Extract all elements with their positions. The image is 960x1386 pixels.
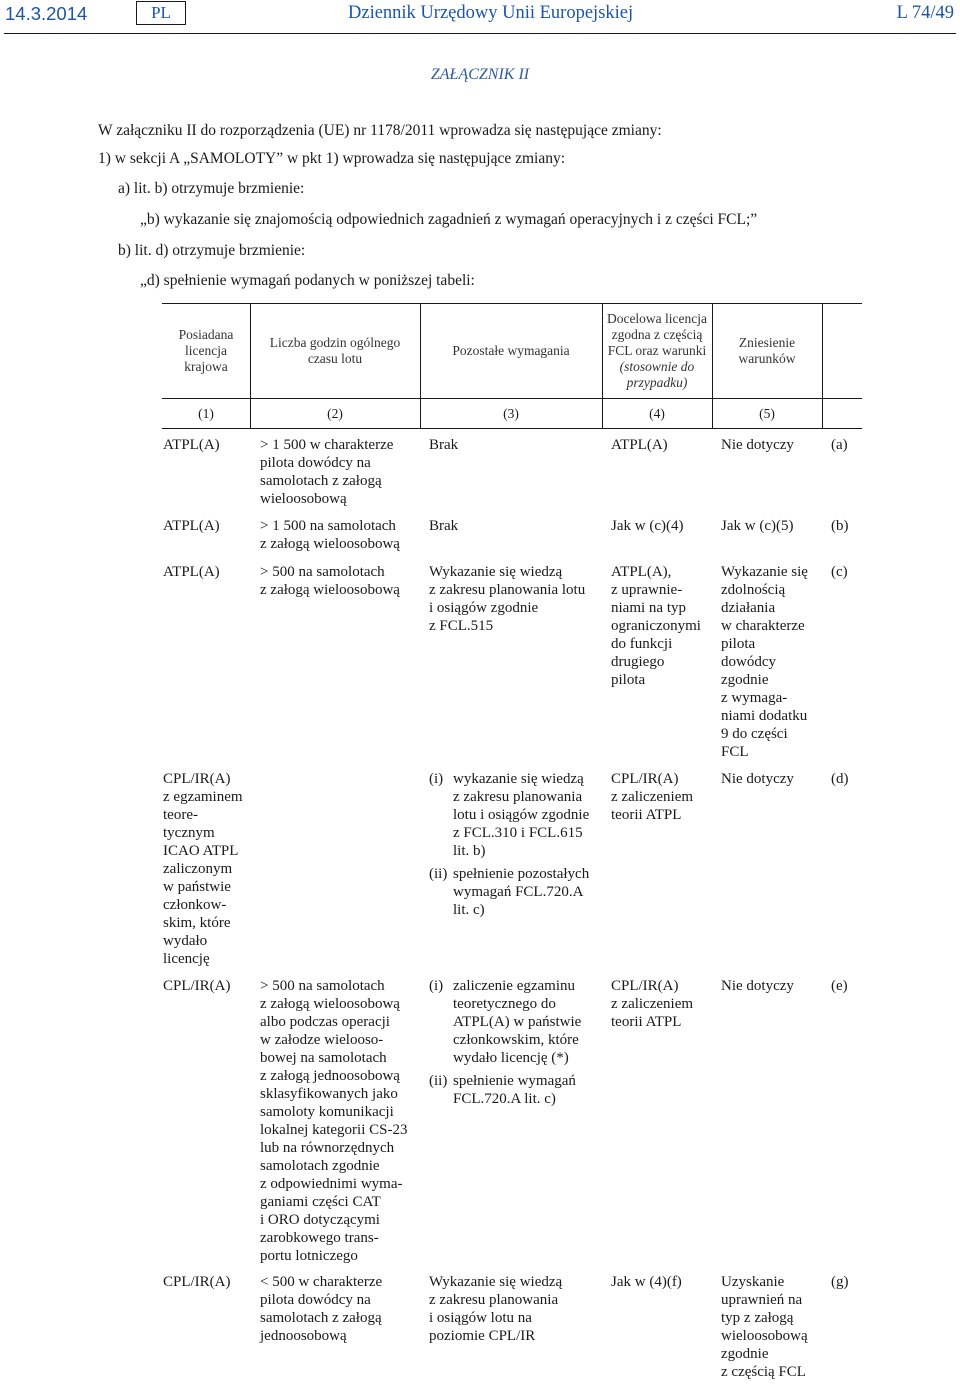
journal-header (0, 0, 960, 34)
item-b-text: „d) spełnienie wymagań podanych w poniższej tabeli: (140, 272, 475, 289)
intro-line: W załączniku II do rozporządzenia (UE) nr 1178/2011 wprowadza się następujące zmiany: (98, 122, 662, 139)
row-e-licence: CPL/IR(A) (163, 978, 231, 994)
table-number-rule (162, 428, 862, 429)
row-g-requirements: Wykazanie się wiedzą z zakresu planowania i osiągów lotu na poziomie CPL/IR (429, 1274, 563, 1344)
column-number: (2) (327, 406, 343, 421)
row-a-hours: > 1 500 w charakterze pilota dowódcy na samolotach z załogą wieloosobową (260, 437, 394, 507)
row-c-target: ATPL(A), z uprawnie- niami na typ ograniczonymi do funkcji drugiego pilota (611, 564, 701, 688)
row-g-target: Jak w (4)(f) (611, 1274, 682, 1290)
row-d-removal: Nie dotyczy (721, 771, 794, 787)
column-header-national-licence: Posiadana licencja krajowa (178, 327, 234, 374)
language-badge: PL (136, 1, 186, 25)
header-rule (4, 33, 956, 34)
column-header-target-licence: Docelowa licencja zgodna z częścią FCL oraz warunki (stosownie do przypadku) (606, 311, 708, 390)
row-a-target: ATPL(A) (611, 437, 668, 453)
column-number: (4) (649, 406, 665, 421)
item-b: b) lit. d) otrzymuje brzmienie: (118, 242, 306, 259)
annex-title: ZAŁĄCZNIK II (430, 66, 530, 83)
row-g-licence: CPL/IR(A) (163, 1274, 231, 1290)
row-c-licence: ATPL(A) (163, 564, 220, 580)
publication-date: 14.3.2014 (5, 3, 88, 24)
row-d-licence: CPL/IR(A) z egzaminem teore- tycznym ICAO ATPL zaliczonym w państwie członkow- skim, które wydało licencję (163, 771, 243, 967)
row-b-requirements: Brak (429, 518, 459, 534)
table-top-rule (162, 303, 862, 304)
item-a: a) lit. b) otrzymuje brzmienie: (118, 180, 305, 197)
table-header-rule (162, 398, 862, 399)
column-number: (1) (198, 406, 214, 421)
row-e-removal: Nie dotyczy (721, 978, 794, 994)
row-b-ref: (b) (831, 518, 849, 534)
row-d-ref: (d) (831, 771, 849, 787)
column-number: (3) (503, 406, 519, 421)
journal-title: Dziennik Urzędowy Unii Europejskiej (348, 3, 634, 23)
row-b-hours: > 1 500 na samolotach z załogą wieloosobową (260, 518, 400, 552)
row-a-licence: ATPL(A) (163, 437, 220, 453)
row-e-hours: > 500 na samolotach z załogą wieloosobową albo podczas operacji w załodze wielooso- bowej na samolotach z załogą jednoosobową sklasyfikowanych jako samoloty komunikacji lokalnej kategorii CS-23 lub na równorzędnych samolotach zgodnie z odpowiednimi wyma- ganiami części CAT i ORO dotyczącymi zarobkowego trans- portu lotniczego (260, 978, 408, 1264)
row-g-removal: Uzyskanie uprawnień na typ z załogą wieloosobową zgodnie z częścią FCL (721, 1274, 808, 1380)
row-c-removal: Wykazanie się zdolnością działania w charakterze pilota dowódcy zgodnie z wymaga- niami dodatku 9 do części FCL (721, 564, 808, 760)
intro-point-1: 1) w sekcji A „SAMOLOTY” w pkt 1) wprowadza się następujące zmiany: (98, 150, 566, 167)
row-e-ref: (e) (831, 978, 848, 994)
row-g-ref: (g) (831, 1274, 849, 1290)
row-e-target: CPL/IR(A) z zaliczeniem teorii ATPL (611, 978, 694, 1030)
row-c-requirements: Wykazanie się wiedzą z zakresu planowania lotu i osiągów zgodnie z FCL.515 (429, 564, 586, 634)
row-g-hours: < 500 w charakterze pilota dowódcy na samolotach z załogą jednoosobową (260, 1274, 383, 1344)
column-number: (5) (759, 406, 775, 421)
row-d-target: CPL/IR(A) z zaliczeniem teorii ATPL (611, 771, 694, 823)
item-a-text: „b) wykazanie się znajomością odpowiednich zagadnień z wymagań operacyjnych i z części FCL;” (140, 211, 758, 228)
row-a-requirements: Brak (429, 437, 459, 453)
row-b-licence: ATPL(A) (163, 518, 220, 534)
row-a-removal: Nie dotyczy (721, 437, 794, 453)
row-b-target: Jak w (c)(4) (611, 518, 684, 534)
column-header-removal-of-conditions: Zniesienie warunków (738, 335, 796, 366)
row-c-hours: > 500 na samolotach z załogą wieloosobową (260, 564, 400, 598)
column-header-flight-hours: Liczba godzin ogólnego czasu lotu (269, 335, 401, 366)
row-b-removal: Jak w (c)(5) (721, 518, 794, 534)
column-header-other-requirements: Pozostałe wymagania (452, 343, 570, 358)
page-number: L 74/49 (896, 3, 954, 23)
row-c-ref: (c) (831, 564, 848, 580)
row-a-ref: (a) (831, 437, 848, 453)
